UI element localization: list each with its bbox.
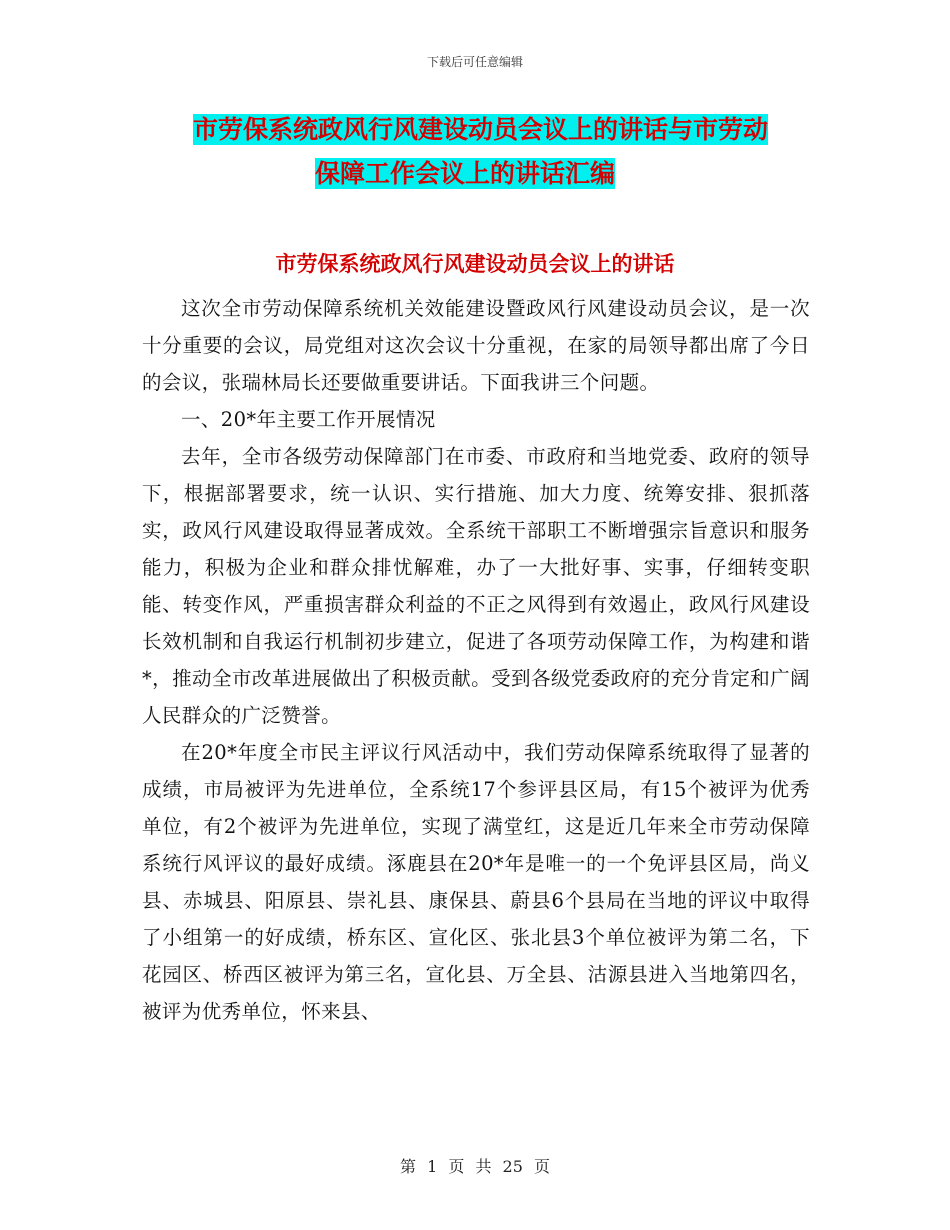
header-note: 下载后可任意编辑 <box>426 55 523 69</box>
document-title-line-2 <box>140 152 820 196</box>
document-title <box>140 108 820 196</box>
section-title: 市劳保系统政风行风建设动员会议上的讲话 <box>275 252 675 276</box>
body-text <box>142 290 810 1030</box>
title-highlight: 保障工作会议上的讲话汇编 <box>315 159 616 188</box>
title-highlight: 市劳保系统政风行风建设动员会议上的讲话与市劳动 <box>193 115 769 144</box>
paragraph: 在20*年度全市民主评议行风活动中，我们劳动保障系统取得了显著的成绩，市局被评为先进单位，全系统17个参评县区局，有15个被评为优秀单位，有2个被评为先进单位，实现了满堂红，这是近几年来全市劳动保障系统行风评议的最好成绩。涿鹿县在20*年是唯一的一个免评县区局，尚义县、赤城县、阳原县、崇礼县、康保县、蔚县6个县局在当地的评议中取得了小组第一的好成绩，桥东区、宣化区、张北县3个单位被评为第二名，下花园区、桥西区被评为第三名，宣化县、万全县、沽源县进入当地第四名，被评为优秀单位，怀来县、 <box>142 741 810 1023</box>
document-title-line-1 <box>140 108 820 152</box>
paragraph: 这次全市劳动保障系统机关效能建设暨政风行风建设动员会议，是一次十分重要的会议，局党组对这次会议十分重视，在家的局领导都出席了今日的会议，张瑞林局长还要做重要讲话。下面我讲三个问题。 <box>142 297 810 394</box>
paragraph: 去年，全市各级劳动保障部门在市委、市政府和当地党委、政府的领导下，根据部署要求，统一认识、实行措施、加大力度、统筹安排、狠抓落实，政风行风建设取得显著成效。全系统干部职工不断增强宗旨意识和服务能力，积极为企业和群众排忧解难，办了一大批好事、实事，仔细转变职能、转变作风，严重损害群众利益的不正之风得到有效遏止，政风行风建设长效机制和自我运行机制初步建立，促进了各项劳动保障工作，为构建和谐*，推动全市改革进展做出了积极贡献。受到各级党委政府的充分肯定和广阔人民群众的广泛赞誉。 <box>142 445 810 727</box>
page-number-footer: 第 1 页 共 25 页 <box>400 1157 550 1176</box>
paragraph-heading: 一、20*年主要工作开展情况 <box>181 408 436 431</box>
